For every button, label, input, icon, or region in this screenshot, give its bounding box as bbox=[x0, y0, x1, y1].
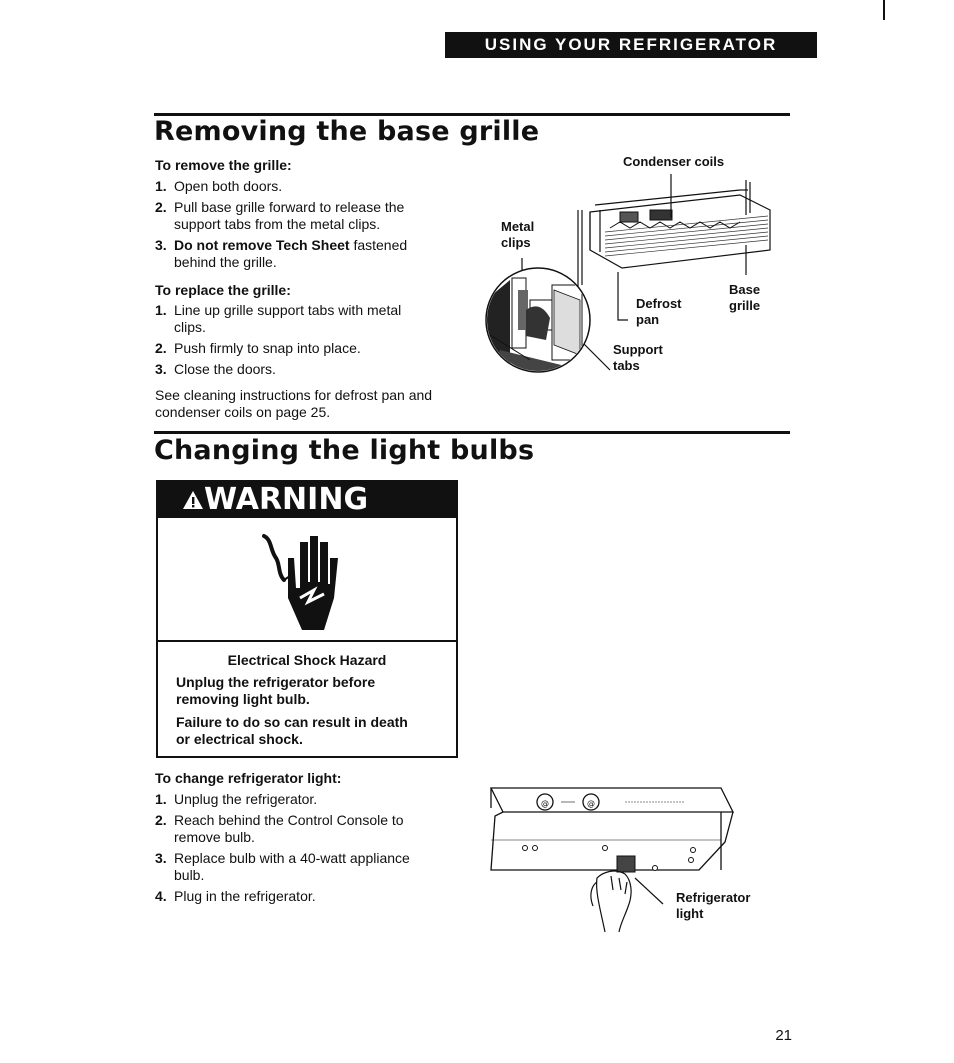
label-base-grille: Base grille bbox=[729, 282, 761, 313]
warning-header: WARNING bbox=[158, 482, 456, 518]
electrical-shock-hand-icon bbox=[244, 528, 354, 634]
section-header: USING YOUR REFRIGERATOR bbox=[445, 32, 817, 58]
list-item: 4. Plug in the refrigerator. bbox=[155, 888, 316, 904]
page-number: 21 bbox=[775, 1027, 792, 1044]
change-light-steps-list bbox=[155, 791, 455, 905]
console-screws bbox=[523, 846, 696, 871]
list-item: 1. Open both doors. bbox=[155, 178, 283, 194]
list-item: 1. Line up grille support tabs with metal clips. bbox=[155, 302, 402, 335]
warning-instruction: Unplug the refrigerator before removing light bulb. bbox=[176, 674, 376, 707]
label-support-tabs: Support tabs bbox=[613, 342, 663, 373]
label-metal-clips: Metal clips bbox=[501, 219, 535, 250]
remove-grille-heading: To remove the grille: bbox=[155, 157, 292, 173]
label-condenser-coils: Condenser coils bbox=[623, 154, 725, 169]
list-item: 2. Push firmly to snap into place. bbox=[155, 340, 361, 356]
list-item: 3. Close the doors. bbox=[155, 361, 276, 377]
warning-triangle-icon bbox=[182, 490, 204, 510]
replace-steps-list bbox=[155, 302, 455, 378]
section-title-base-grille: Removing the base grille bbox=[154, 116, 540, 147]
section-rule bbox=[154, 431, 790, 434]
change-light-heading: To change refrigerator light: bbox=[155, 770, 342, 786]
warning-hazard-title: Electrical Shock Hazard bbox=[227, 652, 387, 668]
list-item: 3. Do not remove Tech Sheet fastened behind the grille. bbox=[155, 237, 408, 270]
label-refrigerator-light: Refrigerator light bbox=[676, 890, 751, 921]
warning-consequence: Failure to do so can result in death or electrical shock. bbox=[176, 714, 408, 747]
list-item: 3. Replace bulb with a 40-watt appliance bulb. bbox=[155, 850, 410, 883]
list-item: 2. Reach behind the Control Console to remove bulb. bbox=[155, 812, 404, 845]
clip-detail-inset bbox=[486, 268, 590, 372]
light-bulb bbox=[617, 856, 635, 872]
cleaning-note: See cleaning instructions for defrost pan and condenser coils on page 25. bbox=[155, 387, 433, 420]
warning-box bbox=[156, 480, 458, 758]
list-item: 2. Pull base grille forward to release the support tabs from the metal clips. bbox=[155, 199, 405, 232]
base-grille-drawing bbox=[578, 180, 770, 290]
list-item: 1. Unplug the refrigerator. bbox=[155, 791, 318, 807]
control-console-drawing bbox=[491, 788, 733, 870]
hand-drawing bbox=[591, 871, 663, 932]
replace-grille-heading: To replace the grille: bbox=[155, 282, 291, 298]
corner-mark bbox=[883, 0, 885, 20]
warning-divider bbox=[158, 640, 456, 642]
svg-text:@: @ bbox=[587, 799, 595, 808]
label-defrost-pan: Defrost pan bbox=[636, 296, 682, 327]
remove-steps-list bbox=[155, 178, 455, 271]
section-title-light-bulbs: Changing the light bulbs bbox=[154, 435, 535, 466]
svg-text:@: @ bbox=[541, 799, 549, 808]
